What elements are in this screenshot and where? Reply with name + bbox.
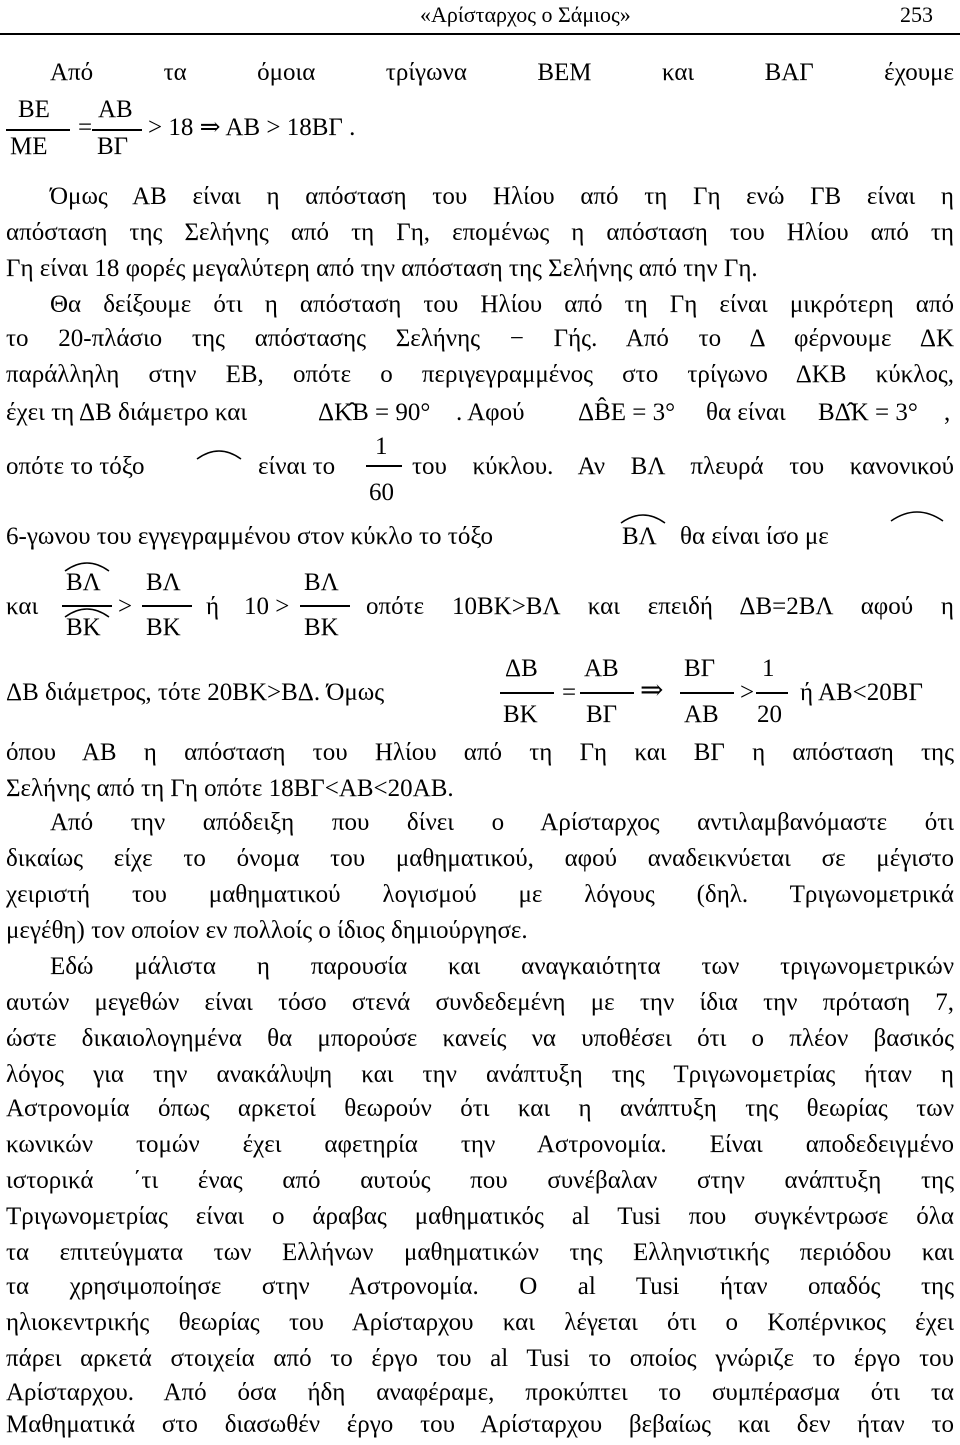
text-fragment: 10 > <box>244 593 290 620</box>
text-line: Από τα όμοια τρίγωνα ΒΕΜ και ΒΑΓ έχουμε <box>50 59 954 86</box>
text-line: όπου ΑΒ η απόσταση του Ηλίου από τη Γη και ΒΓ η απόσταση της <box>6 739 954 766</box>
text-line: το 20-πλάσιο της απόστασης Σελήνης − Γής. Από το Δ φέρνουμε ΔΚ <box>6 325 954 352</box>
header-rule <box>0 33 960 35</box>
text-line: Από την απόδειξη που δίνει ο Αρίσταρχος αντιλαμβανόμαστε ότι <box>50 809 954 836</box>
running-header-title: «Αρίσταρχος ο Σάμιος» <box>420 2 631 27</box>
fraction-denominator: ΑΒ <box>684 701 719 728</box>
equals-sign: = <box>562 679 577 706</box>
text-line: Όμως ΑΒ είναι η απόσταση του Ηλίου από τη Γη ενώ ΓΒ είναι η <box>50 183 954 210</box>
text-fragment: ή ΑΒ<20ΒΓ <box>800 679 923 706</box>
fraction-bar <box>680 692 734 694</box>
text-line: τα επιτεύγματα των Ελλήνων μαθηματικών της Ελληνιστικής περιόδου και <box>6 1239 954 1266</box>
fraction-numerator: ΒΓ <box>684 655 716 682</box>
text-line: δικαίως είχε το όνομα του μαθηματικού, αφού αναδεικνύεται σε μέγιστο <box>6 845 954 872</box>
text-line: ιστορικά ΄τι ένας από αυτούς που συνέβαλαν στην ανάπτυξη της <box>6 1167 954 1194</box>
text-fragment: 6-γωνου του εγγεγραμμένου στον κύκλο το τόξο <box>6 523 494 550</box>
fraction-bar <box>6 129 70 131</box>
text-fragment: ΔΒ διάμετρος, τότε 20ΒΚ>ΒΔ. Όμως <box>6 679 385 706</box>
text-line: Αστρονομία όπως αρκετοί θεωρούν ότι και η ανάπτυξη της θεωρίας των <box>6 1095 954 1122</box>
text-line: μεγέθη) τον οποίον εν πολλοίς ο ίδιος δημιούργησε. <box>6 917 528 944</box>
text-line: Θα δείξουμε ότι η απόσταση του Ηλίου από τη Γη είναι μικρότερη από <box>50 291 954 318</box>
fraction-numerator: ΒΛ <box>304 569 339 596</box>
text-line: Εδώ μάλιστα η παρουσία και αναγκαιότητα των τριγωνομετρικών <box>50 953 954 980</box>
text-line: χειριστή του μαθηματικού λογισμού με λόγους (δηλ. Τριγωνομετρικά <box>6 881 954 908</box>
fraction-denominator: ΒΚ <box>146 614 181 641</box>
text-line: Αρίσταρχου. Από όσα ήδη αναφέραμε, προκύπτει το συμπέρασμα ότι τα <box>6 1379 954 1406</box>
text-line: ηλιοκεντρικής θεωρίας του Αρίσταρχου και λέγεται ότι ο Κοπέρνικος έχει <box>6 1309 954 1336</box>
text-fragment: οπότε 10ΒΚ>ΒΛ και επειδή ΔΒ=2ΒΛ αφού η <box>366 593 954 620</box>
text-fragment: οπότε το τόξο <box>6 453 145 480</box>
fraction-bar <box>142 605 192 607</box>
greater-than-sign: > <box>118 593 133 620</box>
text-fragment: και <box>6 593 39 620</box>
fraction-denominator: ΒΚ <box>66 614 101 641</box>
implies-arrow: ⇒ <box>640 675 664 706</box>
fraction-numerator: 1 <box>375 433 388 460</box>
text-line: ώστε δικαιολογημένα θα μπορούσε κανείς να υποθέσει ότι ο πλέον βασικός <box>6 1025 954 1052</box>
text-line: παράλληλη στην ΕΒ, οπότε ο περιγεγραμμένος στο τρίγωνο ΔΚΒ κύκλος, <box>6 361 954 388</box>
fraction-denominator: ΒΓ <box>586 701 618 728</box>
fraction-denominator: ΜΕ <box>10 133 48 160</box>
text-line: Τριγωνομετρίας είναι ο άραβας μαθηματικός al Tusi που συγκέντρωσε όλα <box>6 1203 954 1230</box>
fraction-denominator: ΒΚ <box>503 701 538 728</box>
arc-symbol <box>194 446 244 462</box>
inequality-expression: > 18 ⇒ ΑΒ > 18ΒΓ . <box>148 114 356 141</box>
text-fragment: θα είναι ίσο με <box>680 523 829 550</box>
angle-expression: ΔB̂Ε = 3° <box>578 399 676 426</box>
page-number: 253 <box>900 2 933 27</box>
angle-expression: ΔΚ̂Β = 90° <box>318 399 431 426</box>
angle-expression: ΒΔ̂Κ = 3° <box>818 399 918 426</box>
text-line: απόσταση της Σελήνης από τη Γη, επομένως η απόσταση του Ηλίου από τη <box>6 219 954 246</box>
text-line: Γη είναι 18 φορές μεγαλύτερη από την απόσταση της Σελήνης από την Γη. <box>6 255 758 282</box>
text-line: Μαθηματικά στο διασωθέν έργο του Αρίσταρχου βεβαίως και δεν ήταν το <box>6 1411 954 1438</box>
fraction-numerator: ΒΛ <box>146 569 181 596</box>
text-fragment: ή <box>206 593 220 620</box>
greater-than-sign: > <box>740 679 755 706</box>
fraction-numerator: ΔΒ <box>505 655 538 682</box>
text-line: πάρει αρκετά στοιχεία από το έργο του al Tusi το οποίος γνώριζε το έργο του <box>6 1345 954 1372</box>
text-fragment: . Αφού <box>456 399 525 426</box>
text-fragment: ΒΛ <box>622 523 657 550</box>
text-line: Σελήνης από τη Γη οπότε 18ΒΓ<ΑΒ<20ΑΒ. <box>6 775 454 802</box>
fraction-numerator: ΒΕ <box>18 96 50 123</box>
fraction-numerator: 1 <box>762 655 775 682</box>
fraction-denominator: 60 <box>369 479 394 506</box>
text-line: τα χρησιμοποίησε στην Αστρονομία. Ο al Tusi ήταν οπαδός της <box>6 1273 954 1300</box>
fraction-bar <box>756 692 788 694</box>
fraction-bar <box>92 129 142 131</box>
fraction-bar <box>366 465 402 467</box>
fraction-denominator: ΒΚ <box>304 614 339 641</box>
arc-symbol <box>888 506 946 524</box>
text-fragment: του κύκλου. Αν ΒΛ πλευρά του κανονικού <box>412 453 954 480</box>
fraction-denominator: ΒΓ <box>97 133 129 160</box>
fraction-numerator: ΒΛ <box>66 569 101 596</box>
fraction-bar <box>300 605 350 607</box>
fraction-numerator: ΑΒ <box>98 96 133 123</box>
fraction-bar <box>500 692 554 694</box>
text-fragment: είναι το <box>258 453 336 480</box>
text-fragment: θα είναι <box>706 399 786 426</box>
text-line: αυτών μεγεθών είναι τόσο στενά συνδεδεμένη με την ίδια την πρόταση 7, <box>6 989 954 1016</box>
text-fragment: , <box>944 399 951 426</box>
fraction-numerator: ΑΒ <box>584 655 619 682</box>
fraction-bar <box>580 692 634 694</box>
fraction-denominator: 20 <box>757 701 782 728</box>
text-fragment: έχει τη ΔΒ διάμετρο και <box>6 399 248 426</box>
equals-sign: = <box>78 114 93 141</box>
text-line: λόγος για την ανακάλυψη και την ανάπτυξη της Τριγωνομετρίας ήταν η <box>6 1061 954 1088</box>
text-line: κωνικών τομών έχει αφετηρία την Αστρονομία. Είναι αποδεδειγμένο <box>6 1131 954 1158</box>
